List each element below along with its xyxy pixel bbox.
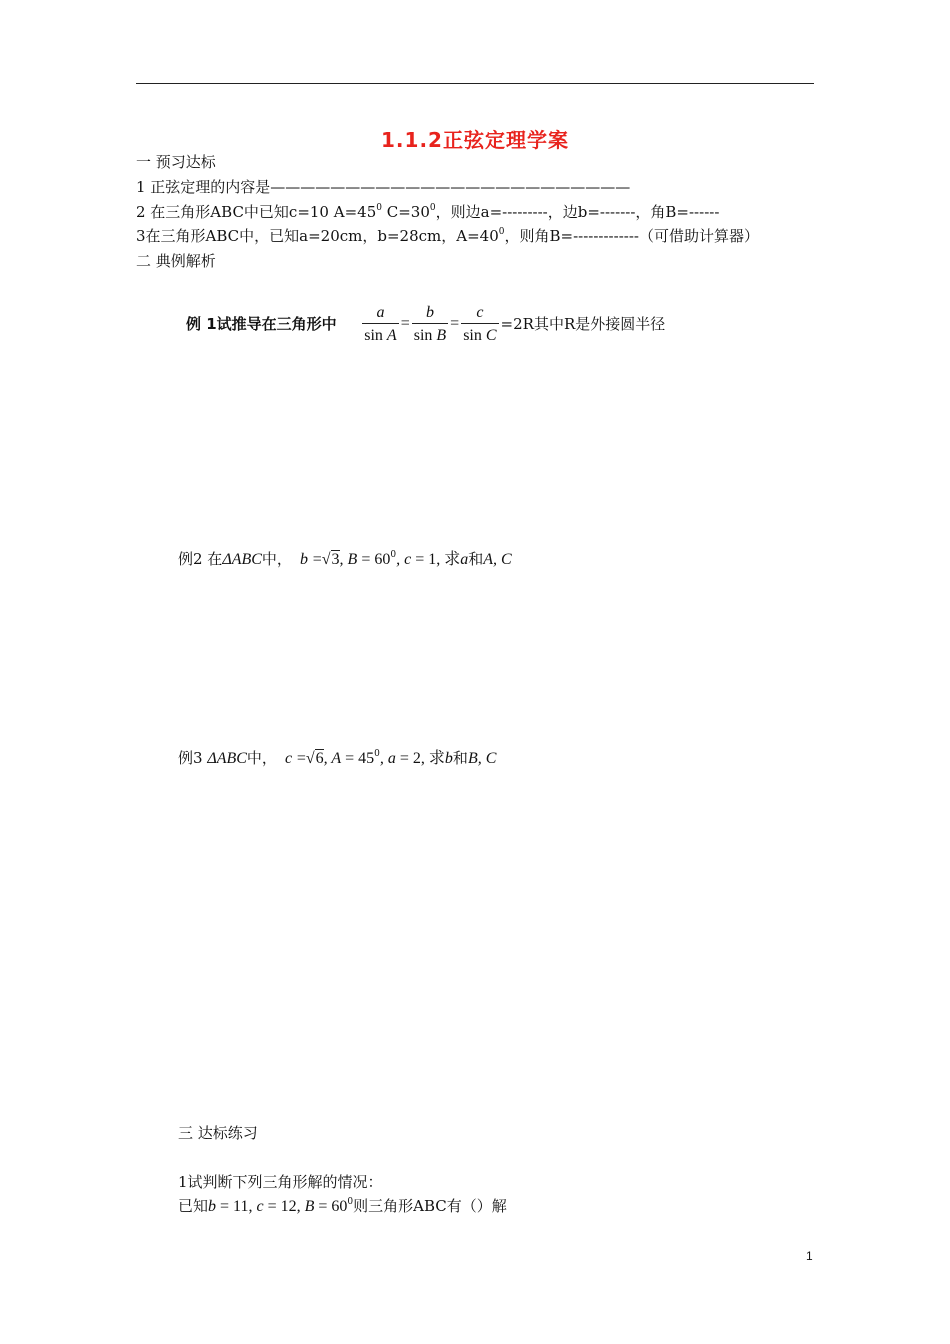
q3-suffix: ，则角B=-------------（可借助计算器）: [504, 227, 759, 245]
ex2-var-a: a: [460, 551, 469, 568]
question-2: [136, 202, 719, 222]
ex2-and: 和: [468, 550, 484, 568]
frac2-den-fn: sin: [413, 326, 437, 344]
p2-var-c: c: [256, 1198, 264, 1215]
q2-degree-1: 0: [376, 203, 382, 213]
frac3-den-fn: sin: [463, 326, 486, 344]
p2-eq2: = 12,: [263, 1198, 305, 1215]
ex3-find: = 2, 求: [395, 750, 445, 767]
example-3: 例3 ΔABC中， c =√6, $A = 45^0$, a = 2, 求b和B, C: [178, 749, 497, 767]
q2-mid: C=30: [381, 203, 430, 221]
page-number: 1: [806, 1249, 813, 1263]
example-2-label: 例2 在: [178, 550, 223, 568]
example-2: 例2 在ΔABC中， b =√3, $B = 60^0$, c = 1, 求a和A, C: [178, 550, 512, 568]
ex3-and: 和: [452, 749, 468, 767]
ex3-var-a: , a: [379, 750, 396, 767]
q3-degree: 0: [498, 227, 505, 237]
example-3-label: 例3: [178, 749, 208, 767]
ex2-find: = 1, 求: [411, 551, 461, 568]
example-3-mid: 中，: [246, 749, 277, 767]
example-3-triangle: ΔABC: [207, 750, 247, 767]
page-title: 1.1.2正弦定理学案: [381, 128, 569, 152]
p2-degree: 0: [347, 1197, 354, 1207]
p2-var-B: B: [304, 1198, 315, 1215]
example-1-label: 例 1试推导在三角形中: [186, 315, 337, 333]
example-1: [186, 300, 665, 346]
q2-prefix: 2 在三角形ABC中已知c=10 A=45: [136, 203, 377, 221]
ex2-sqrt: 3: [331, 551, 340, 568]
frac1-den-fn: sin: [364, 326, 387, 344]
header-rule: [136, 83, 814, 84]
ex3-sqrt: 6: [315, 750, 324, 767]
q2-degree-2: 0: [429, 203, 436, 213]
q3-prefix: 3在三角形ABC中，已知a=20cm，b=28cm，A=40: [136, 227, 499, 245]
fraction-b-over-sinB: [412, 303, 448, 346]
equals-1: =: [400, 315, 410, 332]
frac1-den-var: A: [386, 326, 397, 344]
ex3-var-c: c: [284, 750, 293, 767]
frac3-den-var: C: [485, 326, 497, 344]
ex3-var-b: b: [444, 750, 453, 767]
ex3-angles: B, C: [467, 750, 497, 767]
q2-suffix: ，则边a=---------，边b=-------，角B=------: [435, 203, 720, 221]
p2-eq1: = 11,: [216, 1198, 257, 1215]
ex3-eq: =: [296, 750, 306, 767]
section-heading-examples: 二 典例解析: [136, 252, 216, 270]
equals-2: =: [450, 315, 460, 332]
ex2-angles: A, C: [483, 551, 512, 568]
section-heading-preview: 一 预习达标: [136, 153, 216, 171]
frac1-num: a: [376, 303, 385, 321]
ex2-eq: =: [312, 551, 322, 568]
frac3-num: c: [476, 303, 484, 321]
frac2-den: [412, 323, 448, 346]
p2-var-b: b: [208, 1198, 217, 1215]
practice-1-given: [178, 1196, 507, 1217]
frac2-num: b: [425, 303, 434, 321]
fraction-c-over-sinC: [461, 303, 498, 346]
example-1-suffix: =2R其中R是外接圆半径: [500, 315, 666, 333]
ex2-var-b: b: [299, 551, 308, 568]
ex3-angle: = 45: [341, 750, 375, 767]
ex3-degree: 0: [374, 749, 380, 759]
ex2-degree: 0: [390, 550, 397, 560]
section-heading-practice: 三 达标练习: [178, 1124, 258, 1142]
frac2-den-var: B: [436, 326, 447, 344]
fraction-a-over-sinA: [362, 303, 398, 346]
question-3: [136, 226, 759, 246]
ex2-var-c: , c: [396, 551, 412, 568]
p2-prefix: 已知: [178, 1197, 209, 1215]
p2-eq3: = 60: [314, 1198, 348, 1215]
example-2-mid: 中，: [261, 550, 292, 568]
frac3-den: [461, 323, 498, 346]
question-1: 1 正弦定理的内容是————————————————————————: [136, 178, 631, 196]
ex3-var-A: , A: [323, 750, 342, 767]
ex2-var-B: , B: [339, 551, 358, 568]
example-2-triangle: ΔABC: [222, 551, 262, 568]
p2-suffix: 则三角形ABC有（）解: [353, 1197, 507, 1215]
practice-1: 1试判断下列三角形解的情况：: [178, 1173, 383, 1191]
frac1-den: [362, 323, 398, 346]
ex2-angle: = 60: [357, 551, 391, 568]
